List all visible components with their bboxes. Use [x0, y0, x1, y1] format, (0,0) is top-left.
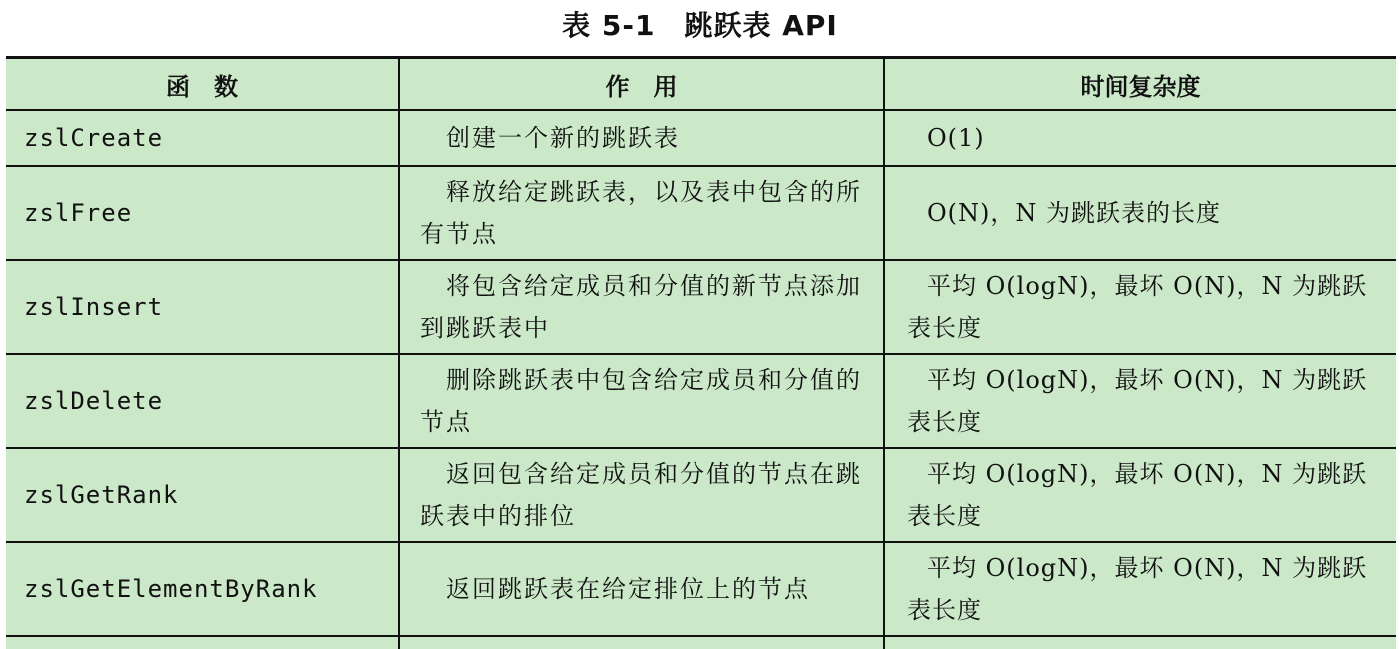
function-cell: zslGetRank	[6, 448, 399, 542]
header-complexity: 时间复杂度	[884, 58, 1396, 111]
table-row	[6, 542, 1396, 636]
table-caption: 表 5-1 跳跃表 API	[562, 9, 838, 42]
complexity-cell: O(1)	[884, 110, 1396, 166]
complexity-cell: 平均 O(logN)，最坏 O(N)，N 为跳跃表长度	[884, 448, 1396, 542]
function-cell: zslDelete	[6, 354, 399, 448]
table-header-row	[6, 58, 1396, 111]
complexity-cell: 平均 O(logN)，最坏 O(N)，N 为跳跃表长度	[884, 542, 1396, 636]
purpose-cell: 创建一个新的跳跃表	[399, 110, 884, 166]
purpose-cell: 将包含给定成员和分值的新节点添加到跳跃表中	[399, 260, 884, 354]
function-cell: zslGetElementByRank	[6, 542, 399, 636]
table-row	[6, 354, 1396, 448]
table-row	[6, 110, 1396, 166]
purpose-cell: 删除跳跃表中包含给定成员和分值的节点	[399, 354, 884, 448]
header-purpose: 作 用	[399, 58, 884, 111]
complexity-cell: 平均 O(logN)，最坏 O(N)，N 为跳跃表长度	[884, 354, 1396, 448]
skiplist-api-table	[6, 56, 1396, 649]
table-row	[6, 166, 1396, 260]
purpose-cell: 释放给定跳跃表，以及表中包含的所有节点	[399, 166, 884, 260]
function-cell: zslFree	[6, 166, 399, 260]
complexity-cell: 平均 O(logN)，最坏 O(N)，N 为跳跃表长度	[884, 260, 1396, 354]
header-function: 函 数	[6, 58, 399, 111]
table-row	[6, 260, 1396, 354]
table-row	[6, 448, 1396, 542]
function-cell: zslCreate	[6, 110, 399, 166]
purpose-cell: 返回跳跃表在给定排位上的节点	[399, 542, 884, 636]
function-cell: zslInsert	[6, 260, 399, 354]
purpose-cell: 返回包含给定成员和分值的节点在跳跃表中的排位	[399, 448, 884, 542]
complexity-cell: O(N)，N 为跳跃表的长度	[884, 166, 1396, 260]
